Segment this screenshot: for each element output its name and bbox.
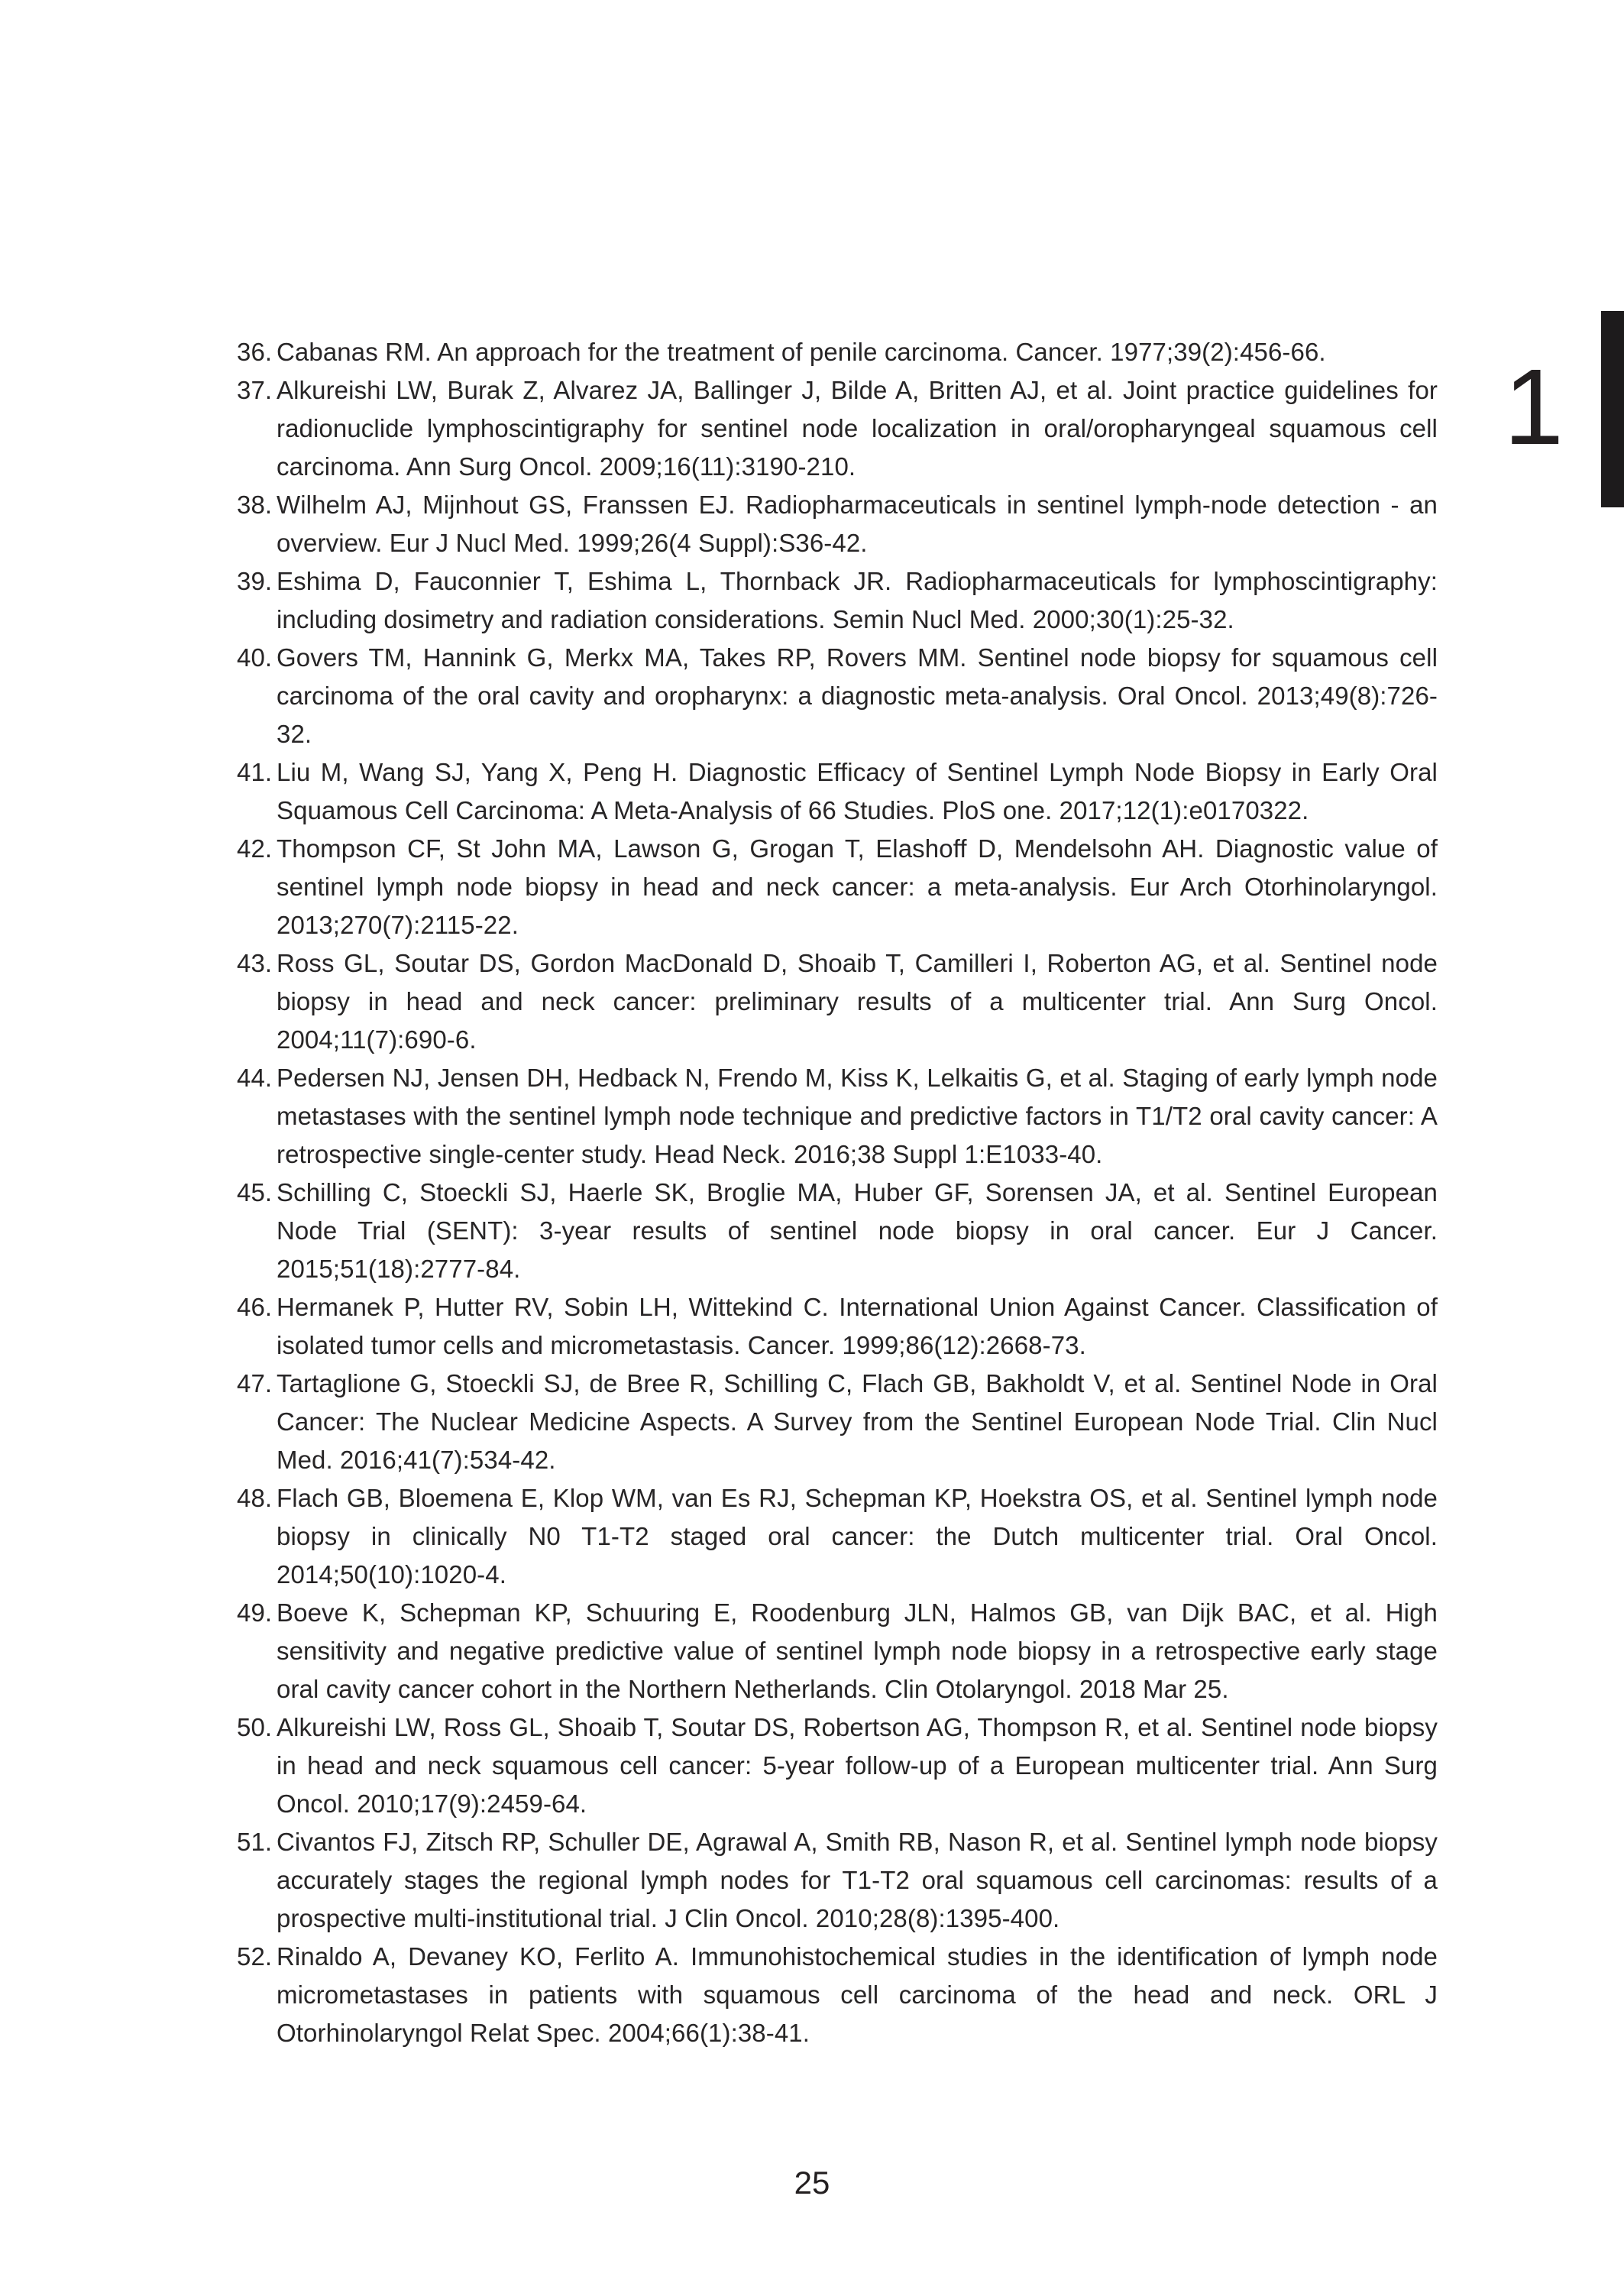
reference-number: 41. — [237, 758, 273, 786]
reference-text: Ross GL, Soutar DS, Gordon MacDonald D, Shoaib T, Camilleri I, Roberton AG, et al. Sentinel node biopsy in head and neck cancer: preliminary results of a multicenter trial. Ann Surg Oncol. 2004;11(7):690-6. — [277, 949, 1438, 1054]
reference-item — [237, 944, 1438, 1059]
chapter-tab-bar — [1601, 311, 1624, 507]
reference-number: 40. — [237, 643, 273, 672]
reference-item — [237, 830, 1438, 944]
reference-text: Thompson CF, St John MA, Lawson G, Grogan T, Elashoff D, Mendelsohn AH. Diagnostic value of sentinel lymph node biopsy in head and neck cancer: a meta-analysis. Eur Arch Otorhinolaryngol. 2013;270(7):2115-22. — [277, 834, 1438, 939]
reference-item — [237, 333, 1438, 371]
reference-number: 44. — [237, 1064, 273, 1092]
reference-text: Cabanas RM. An approach for the treatment of penile carcinoma. Cancer. 1977;39(2):456-66. — [277, 338, 1326, 366]
reference-item — [237, 753, 1438, 830]
chapter-number: 1 — [1503, 346, 1564, 467]
reference-text: Pedersen NJ, Jensen DH, Hedback N, Frendo M, Kiss K, Lelkaitis G, et al. Staging of early lymph node metastases with the sentinel lymph node technique and predictive factors in T1/T2 oral cavity cancer: A retrospective single-center study. Head Neck. 2016;38 Suppl 1:E1033-40. — [277, 1064, 1438, 1168]
reference-number: 42. — [237, 834, 273, 863]
reference-item — [237, 639, 1438, 753]
reference-number: 37. — [237, 376, 273, 404]
reference-number: 39. — [237, 567, 273, 595]
reference-item — [237, 1288, 1438, 1365]
reference-item — [237, 1823, 1438, 1938]
reference-text: Schilling C, Stoeckli SJ, Haerle SK, Broglie MA, Huber GF, Sorensen JA, et al. Sentinel European Node Trial (SENT): 3-year results of sentinel node biopsy in oral cancer. Eur J Cancer. 2015;51(18):2777-84. — [277, 1178, 1438, 1283]
reference-text: Rinaldo A, Devaney KO, Ferlito A. Immunohistochemical studies in the identification of lymph node micrometastases in patients with squamous cell carcinoma of the head and neck. ORL J Otorhinolaryngol Relat Spec. 2004;66(1):38-41. — [277, 1942, 1438, 2047]
reference-text: Liu M, Wang SJ, Yang X, Peng H. Diagnostic Efficacy of Sentinel Lymph Node Biopsy in Early Oral Squamous Cell Carcinoma: A Meta-Analysis of 66 Studies. PloS one. 2017;12(1):e0170322. — [277, 758, 1438, 824]
reference-item — [237, 1059, 1438, 1174]
reference-item — [237, 371, 1438, 486]
reference-item — [237, 562, 1438, 639]
reference-text: Hermanek P, Hutter RV, Sobin LH, Wittekind C. International Union Against Cancer. Classification of isolated tumor cells and micrometastasis. Cancer. 1999;86(12):2668-73. — [277, 1293, 1438, 1359]
reference-number: 46. — [237, 1293, 273, 1321]
reference-item — [237, 1594, 1438, 1708]
reference-text: Govers TM, Hannink G, Merkx MA, Takes RP, Rovers MM. Sentinel node biopsy for squamous cell carcinoma of the oral cavity and oropharynx: a diagnostic meta-analysis. Oral Oncol. 2013;49(8):726-32. — [277, 643, 1438, 748]
reference-item — [237, 1174, 1438, 1288]
reference-text: Alkureishi LW, Burak Z, Alvarez JA, Ballinger J, Bilde A, Britten AJ, et al. Joint practice guidelines for radionuclide lymphoscintigraphy for sentinel node localization in oral/oropharyngeal squamous cell carcinoma. Ann Surg Oncol. 2009;16(11):3190-210. — [277, 376, 1438, 481]
reference-text: Flach GB, Bloemena E, Klop WM, van Es RJ, Schepman KP, Hoekstra OS, et al. Sentinel lymph node biopsy in clinically N0 T1-T2 staged oral cancer: the Dutch multicenter trial. Oral Oncol. 2014;50(10):1020-4. — [277, 1484, 1438, 1589]
reference-number: 48. — [237, 1484, 273, 1512]
reference-number: 38. — [237, 491, 273, 519]
reference-number: 49. — [237, 1598, 273, 1627]
reference-text: Alkureishi LW, Ross GL, Shoaib T, Soutar DS, Robertson AG, Thompson R, et al. Sentinel node biopsy in head and neck squamous cell cancer: 5-year follow-up of a European multicenter trial. Ann Surg Oncol. 2010;17(9):2459-64. — [277, 1713, 1438, 1818]
page-number: 25 — [794, 2165, 830, 2201]
reference-text: Boeve K, Schepman KP, Schuuring E, Roodenburg JLN, Halmos GB, van Dijk BAC, et al. High sensitivity and negative predictive value of sentinel lymph node biopsy in a retrospective early stage oral cavity cancer cohort in the Northern Netherlands. Clin Otolaryngol. 2018 Mar 25. — [277, 1598, 1438, 1703]
reference-number: 43. — [237, 949, 273, 977]
reference-number: 50. — [237, 1713, 273, 1741]
reference-text: Civantos FJ, Zitsch RP, Schuller DE, Agrawal A, Smith RB, Nason R, et al. Sentinel lymph node biopsy accurately stages the regional lymph nodes for T1-T2 oral squamous cell carcinomas: results of a prospective multi-institutional trial. J Clin Oncol. 2010;28(8):1395-400. — [277, 1828, 1438, 1932]
reference-item — [237, 486, 1438, 562]
reference-number: 51. — [237, 1828, 273, 1856]
reference-number: 36. — [237, 338, 273, 366]
reference-text: Wilhelm AJ, Mijnhout GS, Franssen EJ. Radiopharmaceuticals in sentinel lymph-node detection - an overview. Eur J Nucl Med. 1999;26(4 Suppl):S36-42. — [277, 491, 1438, 557]
references-list — [237, 333, 1438, 2052]
reference-item — [237, 1479, 1438, 1594]
reference-item — [237, 1708, 1438, 1823]
reference-number: 52. — [237, 1942, 273, 1971]
reference-item — [237, 1365, 1438, 1479]
reference-text: Tartaglione G, Stoeckli SJ, de Bree R, Schilling C, Flach GB, Bakholdt V, et al. Sentinel Node in Oral Cancer: The Nuclear Medicine Aspects. A Survey from the Sentinel European Node Trial. Clin Nucl Med. 2016;41(7):534-42. — [277, 1369, 1438, 1474]
reference-text: Eshima D, Fauconnier T, Eshima L, Thornback JR. Radiopharmaceuticals for lymphoscintigraphy: including dosimetry and radiation considerations. Semin Nucl Med. 2000;30(1):25-32. — [277, 567, 1438, 633]
reference-number: 47. — [237, 1369, 273, 1397]
reference-item — [237, 1938, 1438, 2052]
reference-number: 45. — [237, 1178, 273, 1206]
